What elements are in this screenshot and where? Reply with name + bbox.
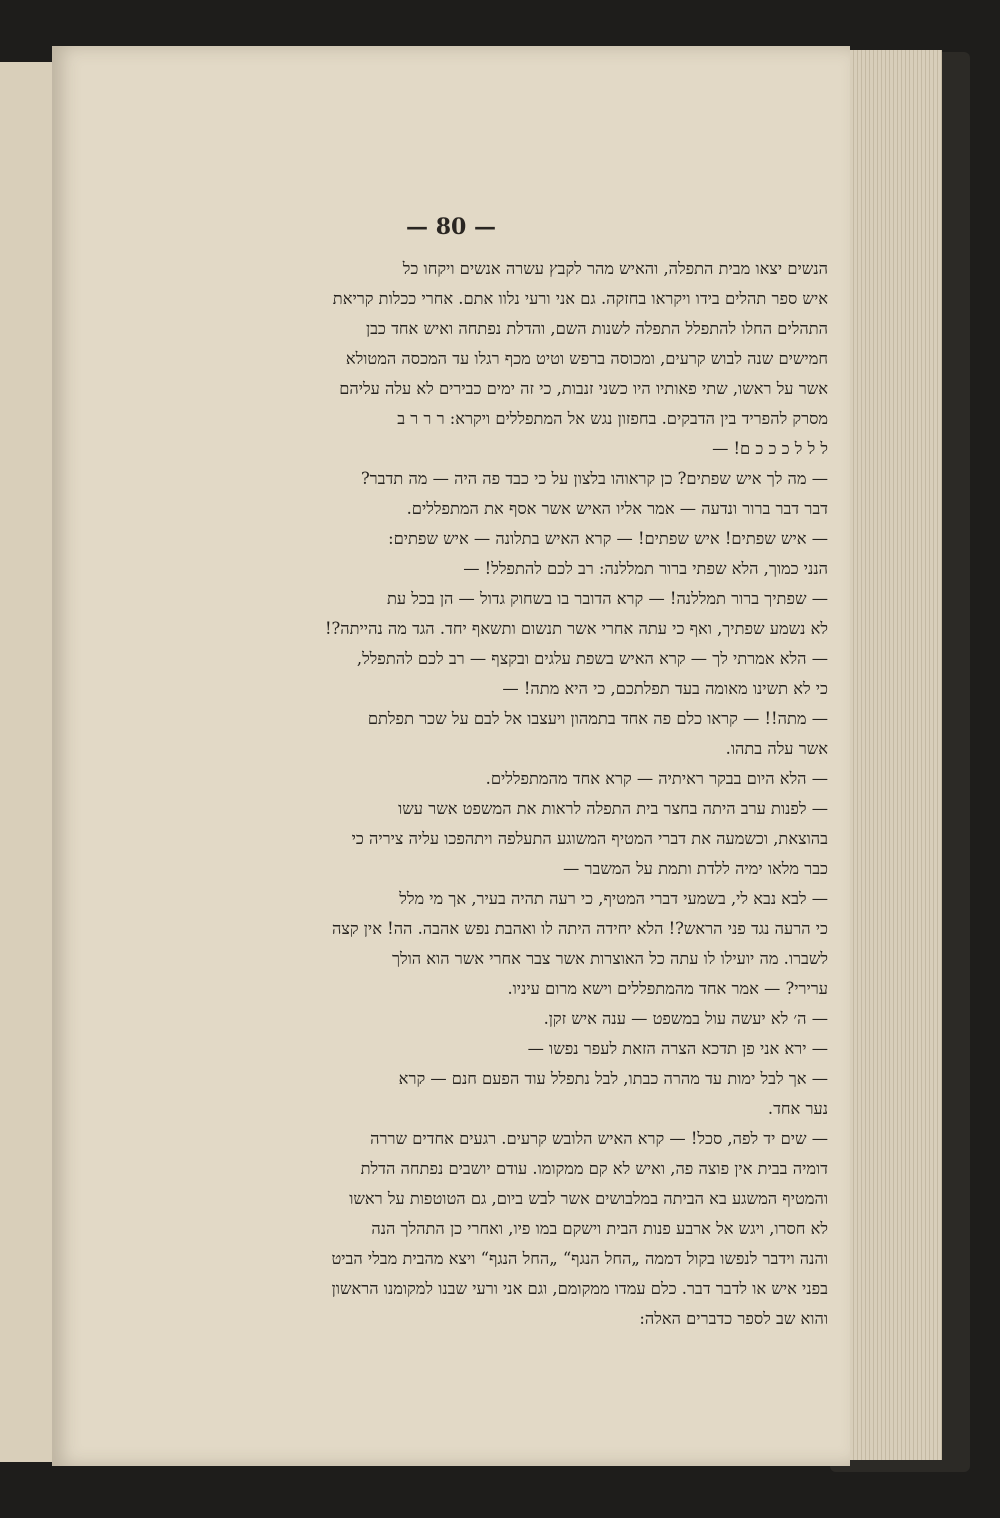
text-line: הנני כמוך, הלא שפתי ברור תמללנה: רב לכם להתפלל! —	[463, 559, 828, 578]
text-line: — לפנות ערב היתה בחצר בית התפלה לראות את המשפט אשר עשו	[398, 799, 828, 818]
text-line: כי הרעה נגד פני הראש?! הלא יחידה היתה לו ואהבת נפש אהבה. הה! אין קצה	[332, 919, 828, 938]
text-line: אשר עלה בתהו.	[725, 739, 828, 758]
text-line: — מה לך איש שפתים? כן קראוהו בלצון על כי כבד פה היה — מה תדבר?	[360, 469, 828, 488]
text-line: והוא שב לספר כדברים האלה:	[639, 1309, 828, 1328]
text-line: — שפתיך ברור תמללנה! — קרא הדובר בו בשחוק גדול — הן בכל עת	[386, 589, 828, 608]
text-line: — ה׳ לא יעשה עול במשפט — ענה איש זקן.	[543, 1009, 828, 1028]
text-line: דומיה בבית אין פוצה פה, ואיש לא קם ממקומו. עודם יושבים נפתחה הדלת	[360, 1159, 828, 1178]
text-line: אשר על ראשו, שתי פאותיו היו כשני זנבות, כי זה ימים כבירים לא עלה עליהם	[339, 379, 828, 398]
text-line: — אך לבל ימות עד מהרה כבתו, לבל נתפלל עוד הפעם חנם — קרא	[398, 1069, 828, 1088]
text-line: והמטיף המשגע בא הביתה במלבושים אשר לבש ביום, גם הטוטפות על ראשו	[349, 1189, 828, 1208]
text-line: מסרק להפריד בין הדבקים. בחפזון נגש אל המתפללים ויקרא: ר ר ר ב	[397, 409, 828, 428]
text-line: — שים יד לפה, סכל! — קרא האיש הלובש קרעים. רגעים אחדים שררה	[370, 1129, 828, 1148]
text-line: נער אחד.	[767, 1099, 828, 1118]
text-line: לשברו. מה יועילו לו עתה כל האוצרות אשר צבר אחרי אשר הוא הולך	[391, 949, 828, 968]
text-line: לא חסרו, ויגש אל ארבע פנות הבית וישקם במו פיו, ואחרי כן התהלך הנה	[371, 1219, 828, 1238]
text-line: כבר מלאו ימיה ללדת ותמת על המשבר —	[563, 859, 828, 878]
page-number: — 80 —	[406, 214, 496, 240]
text-line: בפני איש או לדבר דבר. כלם עמדו ממקומם, וגם אני ורעי שבנו למקומנו הראשון	[331, 1279, 828, 1298]
text-line: איש ספר תהלים בידו ויקראו בחזקה. גם אני ורעי נלוו אתם. אחרי ככלות קריאת	[332, 289, 828, 308]
text-line: הנשים יצאו מבית התפלה, והאיש מהר לקבץ עשרה אנשים ויקחו כל	[402, 259, 828, 278]
text-line: בהוצאת, וכשמעה את דברי המטיף המשוגע התעלפה ויתהפכו עליה ציריה כי	[351, 829, 828, 848]
text-line: לא נשמע שפתיך, ואף כי עתה אחרי אשר תנשום ותשאף יחד. הגד מה נהייתה?!	[324, 619, 828, 638]
page-stack-edge	[842, 50, 942, 1460]
text-line: התהלים החלו להתפלל התפלה לשנות השם, והדלת נפתחה ואיש אחד כבן	[365, 319, 828, 338]
text-line: — ירא אני פן תדכא הצרה הזאת לעפר נפשו —	[527, 1039, 828, 1058]
text-line: — מתה!! — קראו כלם פה אחד בתמהון ויעצבו אל לבם על שכר תפלתם	[367, 709, 828, 728]
text-line: חמישים שנה לבוש קרעים, ומכוסה ברפש וטיט מכף רגלו עד המכסה המטולא	[345, 349, 828, 368]
text-line: והנה וידבר לנפשו בקול דממה „החל הנגף“ „החל הנגף“ ויצא מהבית מבלי הביט	[331, 1249, 828, 1268]
text-line: ל ל ל כ כ כ ם! —	[712, 439, 828, 458]
text-line: ערירי? — אמר אחד מהמתפללים וישא מרום עיניו.	[507, 979, 828, 998]
text-line: — איש שפתים! איש שפתים! — קרא האיש בתלונה — איש שפתים:	[388, 529, 828, 548]
text-line: — לבא נבא לי, בשמעי דברי המטיף, כי רעה תהיה בעיר, אך מי מלל	[399, 889, 828, 908]
book-page	[52, 46, 850, 1466]
text-line: — הלא היום בבקר ראיתיה — קרא אחד מהמתפללים.	[485, 769, 828, 788]
text-line: כי לא תשינו מאומה בעד תפלתכם, כי היא מתה! —	[502, 679, 828, 698]
page-text	[128, 254, 828, 1334]
text-line: דבר דבר ברור ונדעה — אמר אליו האיש אשר אסף את המתפללים.	[406, 499, 828, 518]
text-line: — הלא אמרתי לך — קרא האיש בשפת עלגים ובקצף — רב לכם להתפלל,	[356, 649, 828, 668]
